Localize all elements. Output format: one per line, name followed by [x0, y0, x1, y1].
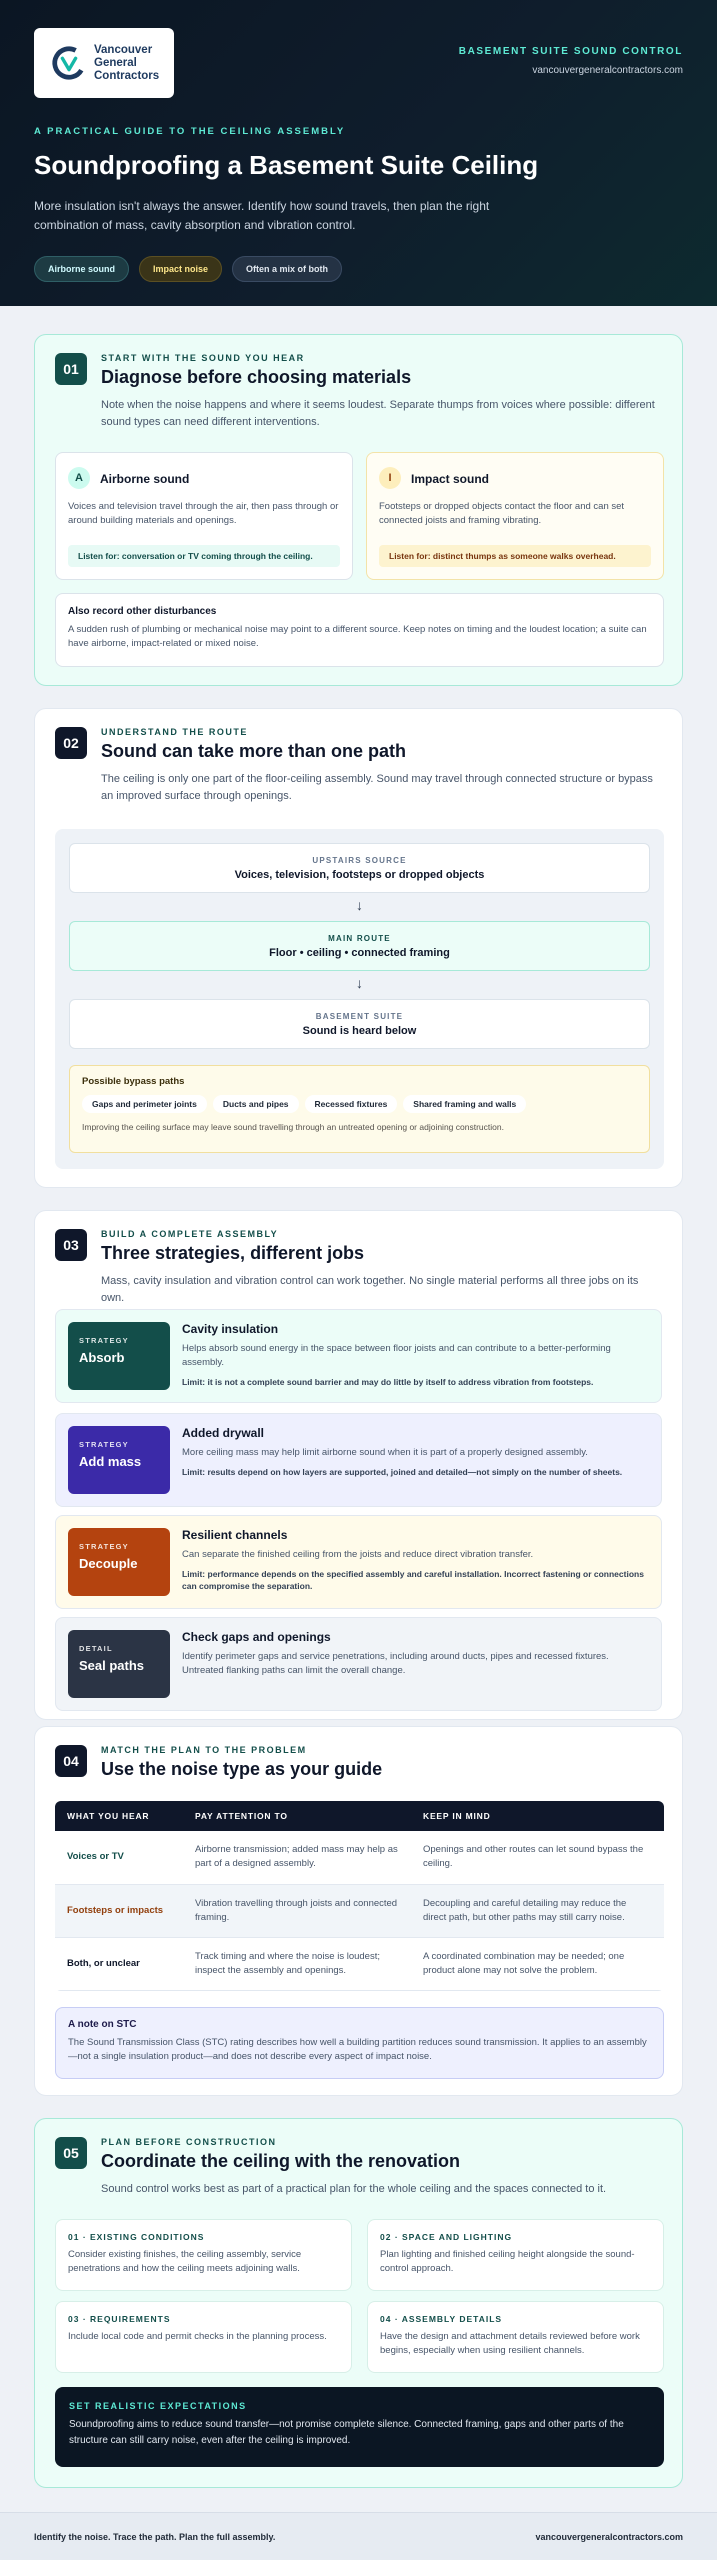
strategy-title: Check gaps and openings: [182, 1630, 331, 1644]
pill-airborne: Airborne sound: [34, 256, 129, 282]
section-kicker: BUILD A COMPLETE ASSEMBLY: [101, 1229, 279, 1239]
flow-upstairs-source: [69, 843, 650, 893]
section-description: Sound control works best as part of a practical plan for the whole ceiling and the spaces connected to it.: [101, 2183, 607, 2195]
hero-site-link[interactable]: vancouvergeneralcontractors.com: [532, 65, 683, 76]
section-number: 01: [55, 353, 87, 385]
hero-meta: [459, 46, 683, 76]
strategy-title: Added drywall: [182, 1426, 265, 1440]
strategy-tag-label: Seal paths: [79, 1658, 145, 1673]
other-disturbances-card: [55, 593, 664, 667]
strategy-text: Helps absorb sound energy in the space between floor joists and can contribute to a better-performing assembly.: [182, 1343, 611, 1368]
cell-pay-attention: Track timing and where the noise is loudest; inspect the assembly and openings.: [183, 1937, 411, 1990]
strategy-tag: [68, 1630, 170, 1698]
column-header: KEEP IN MIND: [411, 1801, 664, 1831]
hero-lede: More insulation isn't always the answer. Identify how sound travels, then plan the right combination of mass, cavity absorption and vibration control.: [34, 199, 490, 232]
bypass-title: Possible bypass paths: [82, 1076, 185, 1087]
section-kicker: PLAN BEFORE CONSTRUCTION: [101, 2137, 277, 2147]
section-title: Use the noise type as your guide: [101, 1759, 383, 1779]
strategy-tag-kicker: STRATEGY: [79, 1542, 129, 1551]
planning-step: [367, 2219, 664, 2291]
step-text: Consider existing finishes, the ceiling assembly, service penetrations and how the ceiling meets adjoining walls.: [68, 2249, 302, 2274]
section-sound-path: [34, 708, 683, 1188]
step-label: 04 · ASSEMBLY DETAILS: [380, 2314, 503, 2324]
table-row: [55, 1884, 664, 1937]
footer-site-link[interactable]: vancouvergeneralcontractors.com: [535, 2531, 683, 2542]
strategy-limit: Limit: performance depends on the specified assembly and careful installation. Incorrect fastening or connections can compromise the separation.: [182, 1569, 644, 1591]
step-text: Include local code and permit checks in the planning process.: [68, 2331, 327, 2342]
airborne-badge: A: [68, 467, 90, 489]
section-kicker: UNDERSTAND THE ROUTE: [101, 727, 248, 737]
strategy-tag: [68, 1322, 170, 1390]
flow-basement-suite: [69, 999, 650, 1049]
table-row: [55, 1831, 664, 1884]
section-title: Diagnose before choosing materials: [101, 367, 412, 387]
stc-note: [55, 2007, 664, 2079]
bypass-tag: Shared framing and walls: [403, 1095, 526, 1113]
strategy-limit: Limit: it is not a complete sound barrier and may do little by itself to address vibration from footsteps.: [182, 1377, 594, 1387]
strategy-tag-kicker: STRATEGY: [79, 1440, 129, 1449]
flow-label: BASEMENT SUITE: [315, 1012, 404, 1021]
impact-badge: I: [379, 467, 401, 489]
cell-keep-in-mind: Decoupling and careful detailing may reduce the direct path, but other paths may still carry noise.: [411, 1884, 664, 1937]
strategy-body: [182, 1528, 645, 1592]
planning-step: [367, 2301, 664, 2373]
sound-type-pills: [34, 256, 342, 282]
strategy-tag-kicker: DETAIL: [79, 1644, 113, 1653]
impact-card: [366, 452, 664, 580]
page-footer: [0, 2512, 717, 2560]
planning-step: [55, 2219, 352, 2291]
section-description: The ceiling is only one part of the floor-ceiling assembly. Sound may travel through connected structure or bypass an improved surface through openings.: [101, 773, 653, 802]
stc-text: The Sound Transmission Class (STC) rating describes how well a building partition reduces sound transmission. It applies to an assembly—not a single insulation product—and does not describe every aspect of impact noise.: [68, 2037, 647, 2062]
section-kicker: START WITH THE SOUND YOU HEAR: [101, 353, 305, 363]
hero-eyebrow: A PRACTICAL GUIDE TO THE CEILING ASSEMBLY: [34, 126, 346, 137]
section-title: Coordinate the ceiling with the renovation: [101, 2151, 461, 2171]
strategy-limit: Limit: results depend on how layers are supported, joined and detailed—not simply on the number of sheets.: [182, 1467, 623, 1477]
expectations-text: Soundproofing aims to reduce sound transfer—not promise complete silence. Connected framing, gaps and other parts of the structure can still carry noise, even after the ceiling is improved.: [69, 2419, 624, 2446]
flow-label: UPSTAIRS SOURCE: [312, 856, 407, 865]
airborne-card: [55, 452, 353, 580]
hero-banner: [0, 0, 717, 306]
cell-pay-attention: Airborne transmission; added mass may help as part of a designed assembly.: [183, 1831, 411, 1884]
table-body: [55, 1831, 664, 1990]
strategy-text: Can separate the finished ceiling from the joists and reduce direct vibration transfer.: [182, 1549, 534, 1560]
section-coordinate: [34, 2118, 683, 2488]
strategy-text: More ceiling mass may help limit airborne sound when it is part of a properly designed assembly.: [182, 1447, 588, 1458]
expectations-callout: [55, 2387, 664, 2467]
page-title: Soundproofing a Basement Suite Ceiling: [34, 150, 539, 180]
airborne-listen: Listen for: conversation or TV coming through the ceiling.: [68, 545, 340, 567]
impact-title: Impact sound: [411, 472, 490, 486]
cell-keep-in-mind: A coordinated combination may be needed; one product alone may not solve the problem.: [411, 1937, 664, 1990]
cell-keep-in-mind: Openings and other routes can let sound bypass the ceiling.: [411, 1831, 664, 1884]
bypass-tag: Ducts and pipes: [213, 1095, 299, 1113]
bypass-tag: Recessed fixtures: [305, 1095, 398, 1113]
cell-pay-attention: Vibration travelling through joists and connected framing.: [183, 1884, 411, 1937]
flow-value: Voices, television, footsteps or dropped objects: [234, 869, 485, 881]
step-label: 02 · SPACE AND LIGHTING: [380, 2232, 513, 2242]
logo-line-1: Vancouver: [94, 43, 153, 56]
strategy-text: Identify perimeter gaps and service penetrations, including around ducts, pipes and recessed fixtures. Untreated flanking paths can limit the overall change.: [182, 1651, 609, 1676]
pill-mixed: Often a mix of both: [232, 256, 342, 282]
section-title: Sound can take more than one path: [101, 741, 407, 761]
planning-step: [55, 2301, 352, 2373]
impact-listen: Listen for: distinct thumps as someone walks overhead.: [379, 545, 651, 567]
other-text: A sudden rush of plumbing or mechanical noise may point to a different source. Keep notes on timing and the loudest location; a suite can have airborne, impact-related or mixed noise.: [68, 624, 647, 649]
strategy-tag: [68, 1426, 170, 1494]
section-strategies: [34, 1210, 683, 1720]
vgc-logo-icon: [50, 44, 88, 82]
step-label: 03 · REQUIREMENTS: [68, 2314, 171, 2324]
section-kicker: MATCH THE PLAN TO THE PROBLEM: [101, 1745, 307, 1755]
section-noise-guide: [34, 1726, 683, 2096]
hero-kicker: BASEMENT SUITE SOUND CONTROL: [458, 46, 683, 57]
strategy-title: Cavity insulation: [182, 1322, 279, 1336]
stc-title: A note on STC: [68, 2019, 137, 2030]
noise-guide-table: [55, 1801, 664, 1991]
footer-tagline: Identify the noise. Trace the path. Plan the full assembly.: [34, 2531, 276, 2542]
section-number: 05: [55, 2137, 87, 2169]
bypass-tags: [82, 1095, 637, 1113]
bypass-tag: Gaps and perimeter joints: [82, 1095, 207, 1113]
bypass-note: Improving the ceiling surface may leave sound travelling through an untreated opening or adjoining construction.: [82, 1122, 504, 1132]
section-number: 04: [55, 1745, 87, 1777]
cell-what-you-hear: Voices or TV: [55, 1831, 183, 1884]
column-header: PAY ATTENTION TO: [183, 1801, 411, 1831]
section-description: Mass, cavity insulation and vibration control can work together. No single material performs all three jobs on its own.: [101, 1275, 639, 1304]
path-diagram: [55, 829, 664, 1169]
strategy-title: Resilient channels: [182, 1528, 288, 1542]
step-label: 01 · EXISTING CONDITIONS: [68, 2232, 205, 2242]
airborne-title: Airborne sound: [100, 472, 190, 486]
cell-what-you-hear: Footsteps or impacts: [55, 1884, 183, 1937]
step-text: Have the design and attachment details reviewed before work begins, especially when using resilient channels.: [380, 2331, 640, 2356]
logo-line-2: General: [94, 56, 137, 69]
strategy-tag-label: Add mass: [79, 1454, 142, 1469]
table-header-row: [55, 1801, 664, 1831]
column-header: WHAT YOU HEAR: [55, 1801, 183, 1831]
strategy-card: [55, 1515, 662, 1609]
logo-wordmark: [94, 44, 159, 83]
strategy-card: [55, 1309, 662, 1403]
section-number: 02: [55, 727, 87, 759]
other-title: Also record other disturbances: [68, 606, 217, 617]
flow-label: MAIN ROUTE: [328, 934, 391, 943]
section-number: 03: [55, 1229, 87, 1261]
cell-what-you-hear: Both, or unclear: [55, 1937, 183, 1990]
impact-text: Footsteps or dropped objects contact the floor and can set connected joists and framing vibrating.: [379, 501, 625, 526]
strategy-body: [182, 1322, 645, 1388]
flow-arrow-icon: ↓: [356, 975, 363, 991]
strategy-card: [55, 1617, 662, 1711]
logo-line-3: Contractors: [94, 69, 160, 82]
strategy-body: [182, 1426, 645, 1478]
bypass-paths-box: [69, 1065, 650, 1153]
flow-arrow-icon: ↓: [356, 897, 363, 913]
strategy-tag-kicker: STRATEGY: [79, 1336, 129, 1345]
company-logo[interactable]: [34, 28, 174, 98]
pill-impact: Impact noise: [139, 256, 222, 282]
flow-main-route: [69, 921, 650, 971]
section-title: Three strategies, different jobs: [101, 1243, 365, 1263]
table-row: [55, 1937, 664, 1990]
strategy-body: [182, 1630, 645, 1678]
flow-value: Sound is heard below: [302, 1025, 417, 1037]
strategy-card: [55, 1413, 662, 1507]
section-description: Note when the noise happens and where it seems loudest. Separate thumps from voices where possible: different sound types can need different interventions.: [101, 399, 655, 428]
flow-value: Floor • ceiling • connected framing: [269, 947, 450, 959]
strategy-tag: [68, 1528, 170, 1596]
strategy-tag-label: Decouple: [79, 1556, 138, 1571]
expectations-title: SET REALISTIC EXPECTATIONS: [69, 2401, 247, 2411]
section-diagnose: [34, 334, 683, 686]
strategy-tag-label: Absorb: [79, 1350, 125, 1365]
step-text: Plan lighting and finished ceiling height alongside the sound-control approach.: [380, 2249, 635, 2274]
airborne-text: Voices and television travel through the air, then pass through or around building materials and openings.: [68, 501, 339, 526]
